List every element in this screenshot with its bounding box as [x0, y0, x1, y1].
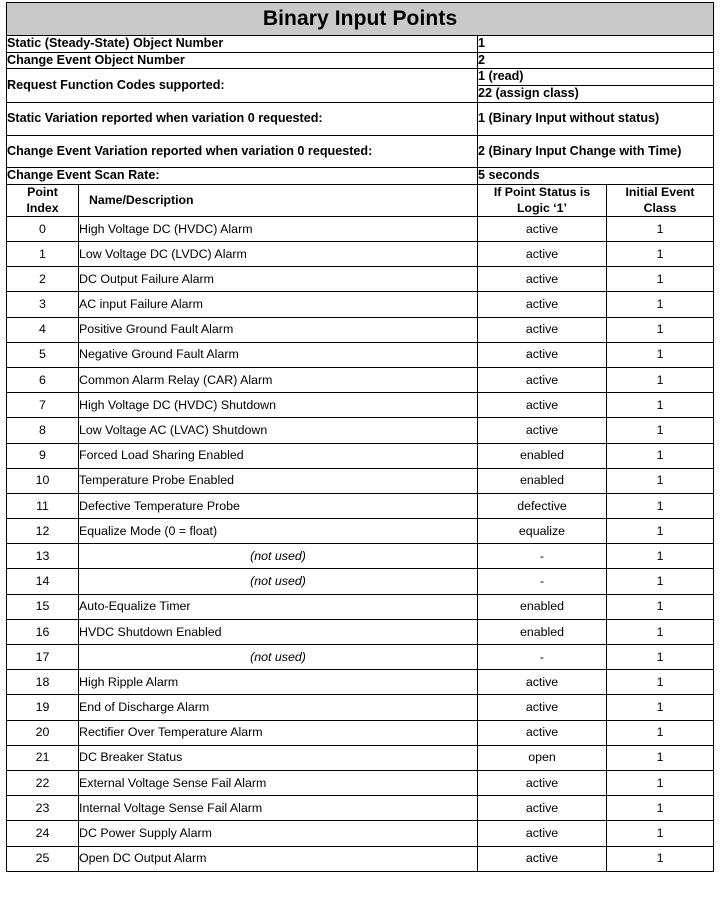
column-header-initial-event-class-line2: Class	[643, 200, 677, 215]
point-event-class-cell: 1	[607, 267, 714, 292]
point-event-class-cell: 1	[607, 846, 714, 871]
table-row	[7, 393, 714, 418]
point-event-class-cell: 1	[607, 493, 714, 518]
point-status-cell: active	[478, 796, 607, 821]
point-status-cell: -	[478, 645, 607, 670]
table-row	[7, 569, 714, 594]
point-event-class-cell: 1	[607, 418, 714, 443]
table-row	[7, 367, 714, 392]
table-row	[7, 846, 714, 871]
point-index-cell: 12	[7, 519, 79, 544]
point-event-class-cell: 1	[607, 569, 714, 594]
point-description-cell: AC input Failure Alarm	[79, 292, 478, 317]
table-row	[7, 292, 714, 317]
table-row	[7, 821, 714, 846]
point-description-cell: (not used)	[79, 645, 478, 670]
table-row	[7, 619, 714, 644]
table-row	[7, 519, 714, 544]
point-description-cell: Defective Temperature Probe	[79, 493, 478, 518]
table-row	[7, 216, 714, 241]
point-index-cell: 2	[7, 267, 79, 292]
point-description-cell: Positive Ground Fault Alarm	[79, 317, 478, 342]
title-row	[7, 3, 714, 36]
info-value-change-event-scan-rate: 5 seconds	[478, 168, 714, 185]
point-status-cell: active	[478, 267, 607, 292]
point-index-cell: 22	[7, 770, 79, 795]
point-index-cell: 23	[7, 796, 79, 821]
point-event-class-cell: 1	[607, 619, 714, 644]
point-status-cell: enabled	[478, 594, 607, 619]
point-description-cell: Temperature Probe Enabled	[79, 468, 478, 493]
column-header-point-index-line2: Index	[26, 200, 59, 215]
point-index-cell: 4	[7, 317, 79, 342]
point-event-class-cell: 1	[607, 317, 714, 342]
table-row	[7, 594, 714, 619]
point-status-cell: active	[478, 418, 607, 443]
point-status-cell: active	[478, 216, 607, 241]
point-status-cell: active	[478, 720, 607, 745]
info-value-change-event-variation: 2 (Binary Input Change with Time)	[478, 135, 714, 168]
point-status-cell: enabled	[478, 468, 607, 493]
point-index-cell: 13	[7, 544, 79, 569]
table-row	[7, 468, 714, 493]
point-description-cell: High Voltage DC (HVDC) Alarm	[79, 216, 478, 241]
info-value-function-code-read: 1 (read)	[478, 69, 714, 86]
point-status-cell: -	[478, 569, 607, 594]
point-index-cell: 24	[7, 821, 79, 846]
point-index-cell: 18	[7, 670, 79, 695]
point-index-cell: 5	[7, 342, 79, 367]
point-status-cell: defective	[478, 493, 607, 518]
point-index-cell: 19	[7, 695, 79, 720]
points-header-row	[7, 185, 714, 217]
column-header-name-description: Name/Description	[79, 185, 478, 217]
info-row-request-function-codes-read	[7, 69, 714, 86]
point-status-cell: active	[478, 292, 607, 317]
point-description-cell: Forced Load Sharing Enabled	[79, 443, 478, 468]
point-event-class-cell: 1	[607, 468, 714, 493]
info-label-change-event-variation: Change Event Variation reported when variation 0 requested:	[7, 135, 478, 168]
info-label-change-event-scan-rate: Change Event Scan Rate:	[7, 168, 478, 185]
point-description-cell: Common Alarm Relay (CAR) Alarm	[79, 367, 478, 392]
point-event-class-cell: 1	[607, 695, 714, 720]
info-label-static-object-number: Static (Steady-State) Object Number	[7, 36, 478, 53]
point-index-cell: 25	[7, 846, 79, 871]
table-row	[7, 418, 714, 443]
point-description-cell: (not used)	[79, 569, 478, 594]
point-event-class-cell: 1	[607, 544, 714, 569]
column-header-initial-event-class	[607, 185, 714, 217]
point-event-class-cell: 1	[607, 670, 714, 695]
point-description-cell: High Voltage DC (HVDC) Shutdown	[79, 393, 478, 418]
point-description-cell: Auto-Equalize Timer	[79, 594, 478, 619]
table-row	[7, 443, 714, 468]
point-status-cell: open	[478, 745, 607, 770]
point-index-cell: 9	[7, 443, 79, 468]
point-index-cell: 7	[7, 393, 79, 418]
info-row-static-variation	[7, 102, 714, 135]
point-event-class-cell: 1	[607, 216, 714, 241]
info-value-static-variation: 1 (Binary Input without status)	[478, 102, 714, 135]
table-row	[7, 745, 714, 770]
point-event-class-cell: 1	[607, 645, 714, 670]
point-status-cell: active	[478, 393, 607, 418]
point-event-class-cell: 1	[607, 720, 714, 745]
point-description-cell: High Ripple Alarm	[79, 670, 478, 695]
point-index-cell: 15	[7, 594, 79, 619]
point-status-cell: active	[478, 846, 607, 871]
info-value-function-code-assign-class: 22 (assign class)	[478, 86, 714, 103]
point-status-cell: active	[478, 367, 607, 392]
point-status-cell: active	[478, 770, 607, 795]
point-status-cell: active	[478, 342, 607, 367]
point-index-cell: 0	[7, 216, 79, 241]
point-status-cell: enabled	[478, 619, 607, 644]
point-description-cell: Open DC Output Alarm	[79, 846, 478, 871]
point-index-cell: 1	[7, 242, 79, 267]
point-status-cell: equalize	[478, 519, 607, 544]
table-row	[7, 670, 714, 695]
point-status-cell: enabled	[478, 443, 607, 468]
point-event-class-cell: 1	[607, 770, 714, 795]
point-event-class-cell: 1	[607, 393, 714, 418]
point-event-class-cell: 1	[607, 594, 714, 619]
point-description-cell: DC Output Failure Alarm	[79, 267, 478, 292]
point-index-cell: 17	[7, 645, 79, 670]
info-value-change-event-object-number: 2	[478, 52, 714, 69]
point-event-class-cell: 1	[607, 796, 714, 821]
point-index-cell: 8	[7, 418, 79, 443]
column-header-point-status-line1: If Point Status is	[493, 185, 591, 200]
table-row	[7, 267, 714, 292]
table-row	[7, 317, 714, 342]
point-description-cell: Negative Ground Fault Alarm	[79, 342, 478, 367]
column-header-point-index	[7, 185, 79, 217]
point-event-class-cell: 1	[607, 443, 714, 468]
point-status-cell: active	[478, 695, 607, 720]
point-description-cell: Equalize Mode (0 = float)	[79, 519, 478, 544]
point-index-cell: 16	[7, 619, 79, 644]
point-description-cell: DC Power Supply Alarm	[79, 821, 478, 846]
point-index-cell: 20	[7, 720, 79, 745]
point-index-cell: 3	[7, 292, 79, 317]
table-row	[7, 342, 714, 367]
info-label-change-event-object-number: Change Event Object Number	[7, 52, 478, 69]
column-header-initial-event-class-line1: Initial Event	[625, 185, 695, 200]
point-status-cell: active	[478, 317, 607, 342]
table-row	[7, 493, 714, 518]
point-description-cell: Low Voltage DC (LVDC) Alarm	[79, 242, 478, 267]
point-event-class-cell: 1	[607, 367, 714, 392]
info-label-static-variation: Static Variation reported when variation 0 requested:	[7, 102, 478, 135]
point-index-cell: 21	[7, 745, 79, 770]
table-row	[7, 770, 714, 795]
info-row-static-object-number	[7, 36, 714, 53]
table-row	[7, 695, 714, 720]
page-title: Binary Input Points	[7, 3, 714, 36]
point-event-class-cell: 1	[607, 519, 714, 544]
point-index-cell: 11	[7, 493, 79, 518]
point-description-cell: End of Discharge Alarm	[79, 695, 478, 720]
table-row	[7, 645, 714, 670]
point-description-cell: Low Voltage AC (LVAC) Shutdown	[79, 418, 478, 443]
point-description-cell: (not used)	[79, 544, 478, 569]
column-header-point-status-line2: Logic ‘1’	[517, 200, 567, 215]
point-description-cell: DC Breaker Status	[79, 745, 478, 770]
point-event-class-cell: 1	[607, 821, 714, 846]
point-event-class-cell: 1	[607, 342, 714, 367]
column-header-point-status	[478, 185, 607, 217]
info-row-change-event-object-number	[7, 52, 714, 69]
table-row	[7, 544, 714, 569]
point-description-cell: Internal Voltage Sense Fail Alarm	[79, 796, 478, 821]
binary-input-points-table	[6, 2, 714, 872]
column-header-point-index-line1: Point	[27, 185, 58, 200]
point-status-cell: active	[478, 821, 607, 846]
point-description-cell: Rectifier Over Temperature Alarm	[79, 720, 478, 745]
point-status-cell: active	[478, 670, 607, 695]
point-event-class-cell: 1	[607, 745, 714, 770]
point-status-cell: active	[478, 242, 607, 267]
point-index-cell: 14	[7, 569, 79, 594]
table-row	[7, 720, 714, 745]
point-event-class-cell: 1	[607, 242, 714, 267]
point-description-cell: External Voltage Sense Fail Alarm	[79, 770, 478, 795]
point-index-cell: 10	[7, 468, 79, 493]
point-description-cell: HVDC Shutdown Enabled	[79, 619, 478, 644]
info-value-static-object-number: 1	[478, 36, 714, 53]
point-index-cell: 6	[7, 367, 79, 392]
info-label-request-function-codes: Request Function Codes supported:	[7, 69, 478, 102]
point-status-cell: -	[478, 544, 607, 569]
table-body	[7, 3, 714, 872]
table-row	[7, 242, 714, 267]
point-event-class-cell: 1	[607, 292, 714, 317]
table-row	[7, 796, 714, 821]
info-row-change-event-variation	[7, 135, 714, 168]
info-row-change-event-scan-rate	[7, 168, 714, 185]
